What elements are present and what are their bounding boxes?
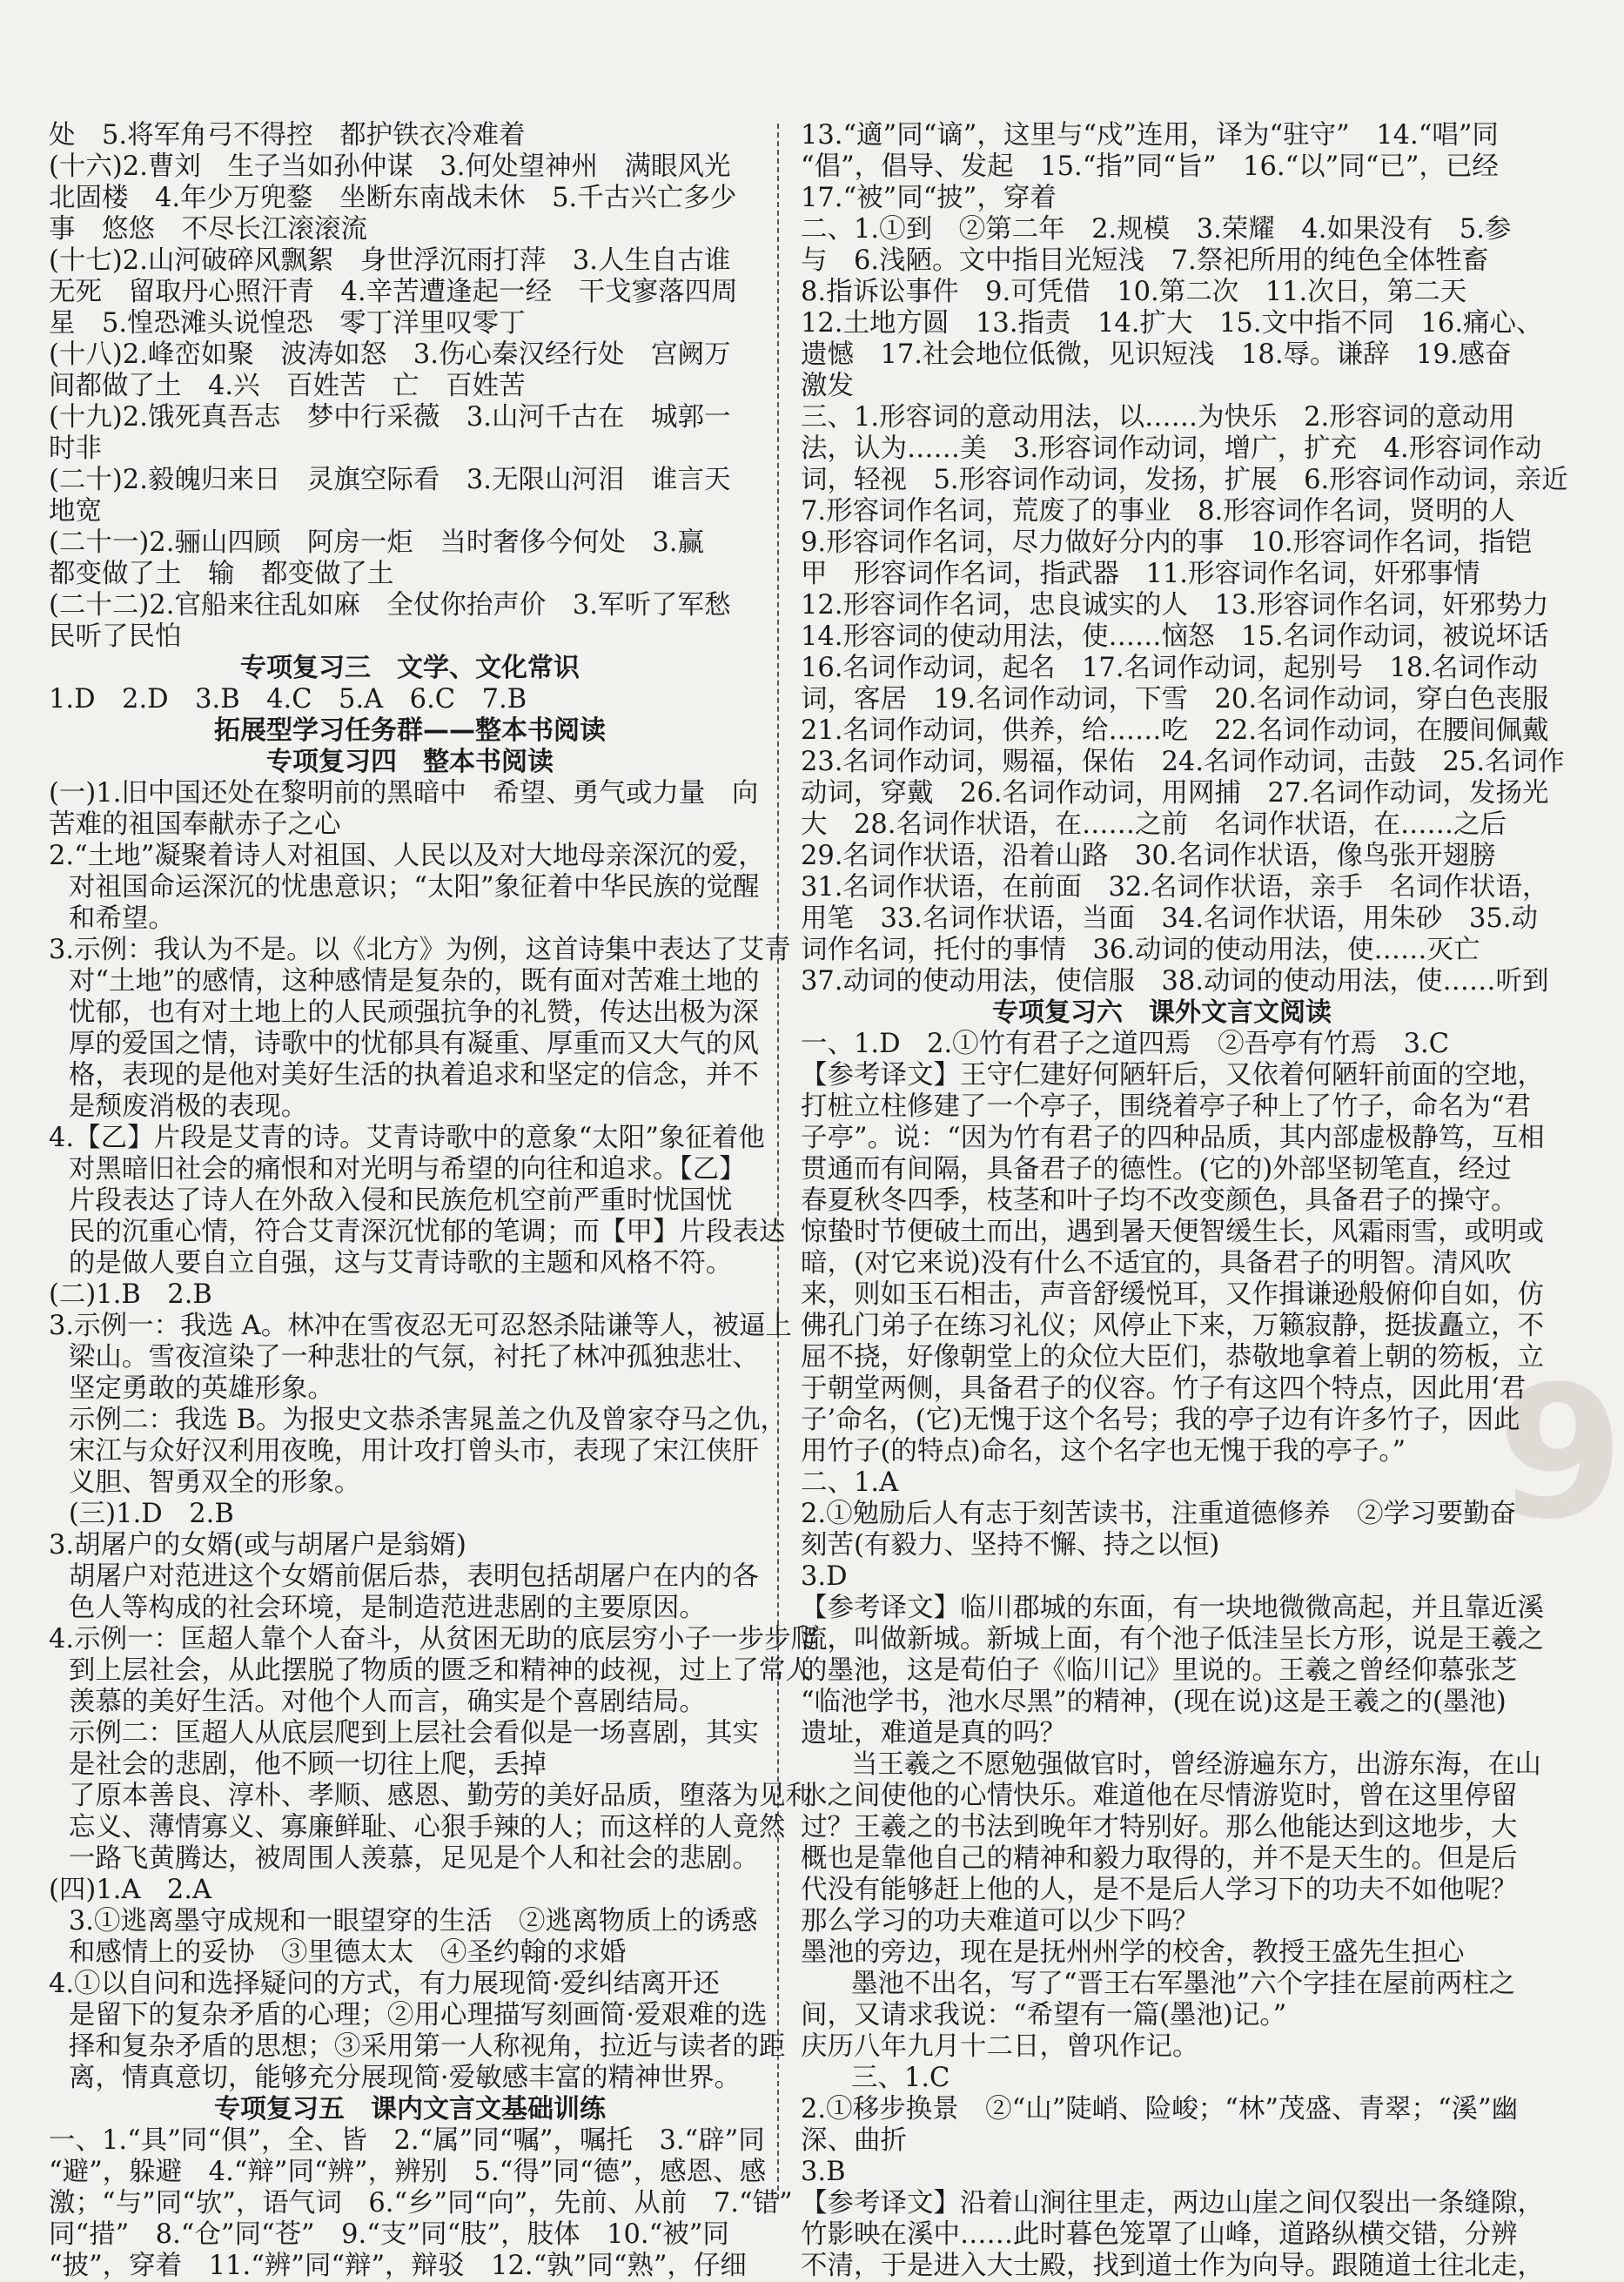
text-line: 三、1.C	[850, 2063, 950, 2093]
text-line: (二)1.B 2.B	[49, 1279, 212, 1310]
text-line: 14.形容词的使动用法，使……恼怒 15.名词作动词，被说坏话	[801, 621, 1549, 652]
text-line: 甲 形容词作名词，指武器 11.形容词作名词，奸邪事情	[801, 559, 1480, 589]
text-line: 激；“与”同“欤”，语气词 6.“乡”同“向”，先前、从前 7.“错”	[49, 2188, 793, 2218]
text-line: 的墨池，这是荀伯子《临川记》里说的。王羲之曾经仰慕张芝	[801, 1655, 1518, 1686]
text-line: 北固楼 4.年少万兜鍪 坐断东南战未休 5.千古兴亡多少	[49, 183, 737, 213]
text-line: (十六)2.曹刘 生子当如孙仲谋 3.何处望神州 满眼风光	[49, 151, 731, 182]
text-line: 苦难的祖国奉献赤子之心	[49, 809, 341, 840]
text-line: 梁山。雪夜渲染了一种悲壮的气氛，衬托了林冲孤独悲壮、	[68, 1342, 759, 1373]
text-line: 词，客居 19.名词作动词，下雪 20.名词作动词，穿白色丧服	[801, 684, 1549, 715]
text-line: 17.“被”同“披”，穿着	[801, 183, 1057, 213]
text-line: 3.示例一：我选 A。林冲在雪夜忍无可忍怒杀陆谦等人，被逼上	[49, 1311, 792, 1341]
text-line: 墨池的旁边，现在是抚州州学的校舍，教授王盛先生担心	[801, 1937, 1465, 1968]
section-heading: 专项复习三 文学、文化常识	[240, 653, 580, 683]
section-heading: 专项复习六 课外文言文阅读	[992, 997, 1332, 1028]
text-line: 厚的爱国之情，诗歌中的忧郁具有凝重、厚重而又大气的风	[68, 1029, 759, 1059]
text-line: 三、1.形容词的意动用法，以……为快乐 2.形容词的意动用	[801, 402, 1515, 433]
text-line: 水之间使他的心情快乐。难道他在尽情游览时，曾在这里停留	[801, 1781, 1518, 1811]
text-line: 21.名词作动词，供养，给……吃 22.名词作动词，在腰间佩戴	[801, 715, 1549, 746]
text-line: 暗，(对它来说)没有什么不适宜的，具备君子的明智。清风吹	[801, 1248, 1512, 1279]
text-line: 离，情真意切，能够充分展现简·爱敏感丰富的精神世界。	[68, 2063, 742, 2093]
text-line: 激发	[801, 371, 854, 401]
text-line: 深、曲折	[801, 2125, 907, 2156]
text-line: 对黑暗旧社会的痛恨和对光明与希望的向往和追求。【乙】	[68, 1154, 746, 1185]
text-line: 了原本善良、淳朴、孝顺、感恩、勤劳的美好品质，堕落为见利	[68, 1781, 812, 1811]
text-line: “披”，穿着 11.“辨”同“辩”，辩驳 12.“孰”同“熟”，仔细	[49, 2251, 747, 2281]
text-line: 忧郁，也有对土地上的人民顽强抗争的礼赞，传达出极为深	[68, 997, 759, 1028]
right-column	[801, 120, 1568, 2282]
text-line: 23.名词作动词，赐福，保佑 24.名词作动词，击鼓 25.名词作	[801, 747, 1565, 777]
text-line: 是社会的悲剧，他不顾一切往上爬，丢掉	[68, 1749, 547, 1780]
text-line: 择和复杂矛盾的思想；③采用第一人称视角，拉近与读者的距	[68, 2031, 786, 2062]
text-line: 12.土地方圆 13.指责 14.扩大 15.文中指不同 16.痛心、	[801, 308, 1543, 339]
text-line: 佛孔门弟子在练习礼仪；风停止下来，万籁寂静，挺拔矗立，不	[801, 1311, 1544, 1341]
text-line: 用竹子(的特点)命名，这个名字也无愧于我的亭子。”	[801, 1436, 1406, 1467]
text-line: 的是做人要自立自强，这与艾青诗歌的主题和风格不符。	[68, 1248, 733, 1279]
text-line: 无死 留取丹心照汗青 4.辛苦遭逢起一经 干戈寥落四周	[49, 277, 738, 307]
text-line: 二、1.A	[801, 1467, 899, 1498]
text-line: 都变做了土 输 都变做了土	[49, 559, 394, 589]
text-line: 坚定勇敢的英雄形象。	[68, 1373, 334, 1404]
text-line: 4.①以自问和选择疑问的方式，有力展现简·爱纠结离开还	[49, 1969, 720, 1999]
text-line: 是颓废消极的表现。	[68, 1091, 308, 1122]
text-line: 4.示例一：匡超人靠个人奋斗，从贫困无助的底层穷小子一步步爬	[49, 1624, 818, 1654]
text-line: 地宽	[49, 496, 102, 527]
text-line: 子’命名，(它)无愧于这个名号；我的亭子边有许多竹子，因此	[801, 1405, 1520, 1435]
text-line: 示例二：我选 B。为报史文恭杀害晁盖之仇及曾家夺马之仇，	[68, 1405, 787, 1435]
text-line: 宋江与众好汉利用夜晚，用计攻打曾头市，表现了宋江侠肝	[68, 1436, 759, 1467]
text-line: 和感情上的妥协 ③里德太太 ④圣约翰的求婚	[68, 1937, 627, 1968]
text-line: 间，又请求我说：“希望有一篇(墨池)记。”	[801, 2000, 1287, 2030]
text-line: 于朝堂两侧，具备君子的仪容。竹子有这四个特点，因此用‘君	[801, 1373, 1527, 1404]
text-line: 词作名词，托付的事情 36.动词的使动用法，使……灭亡	[801, 935, 1480, 965]
text-line: 4.【乙】片段是艾青的诗。艾青诗歌中的意象“太阳”象征着他	[49, 1123, 765, 1153]
text-line: 墨池不出名，写了“晋王右军墨池”六个字挂在屋前两柱之	[850, 1969, 1516, 1999]
text-line: 遗址，难道是真的吗？	[801, 1718, 1066, 1748]
text-line: 1.D 2.D 3.B 4.C 5.A 6.C 7.B	[49, 684, 527, 715]
text-line: 和希望。	[68, 903, 175, 934]
text-line: 贯通而有间隔，具备君子的德性。(它的)外部坚韧笔直，经过	[801, 1154, 1512, 1185]
text-line: 星 5.惶恐滩头说惶恐 零丁洋里叹零丁	[49, 308, 526, 339]
text-line: 词，轻视 5.形容词作动词，发扬，扩展 6.形容词作动词，亲近	[801, 465, 1568, 495]
text-line: 与 6.浅陋。文中指目光短浅 7.祭祀所用的纯色全体牲畜	[801, 245, 1489, 276]
text-line: 动词，穿戴 26.名词作动词，用网捕 27.名词作动词，发扬光	[801, 778, 1549, 809]
column-divider	[777, 124, 779, 2199]
text-line: 处 5.将军角弓不得控 都护铁衣冷难着	[49, 120, 526, 151]
text-line: 遗憾 17.社会地位低微，见识短浅 18.辱。谦辞 19.感奋	[801, 339, 1512, 370]
left-column	[49, 120, 818, 2282]
text-line: 事 悠悠 不尽长江滚滚流	[49, 214, 367, 245]
text-line: “临池学书，池水尽黑”的精神，(现在说)这是王羲之的(墨池)	[801, 1687, 1507, 1717]
text-line: 时非	[49, 433, 102, 464]
text-line: 示例二：匡超人从底层爬到上层社会看似是一场喜剧，其实	[68, 1718, 759, 1748]
text-line: 对祖国命运深沉的忧患意识；“太阳”象征着中华民族的觉醒	[68, 872, 760, 903]
text-line: 子亭”。说：“因为竹有君子的四种品质，其内部虚极静笃，互相	[801, 1123, 1545, 1153]
text-line: 民听了民怕	[49, 621, 182, 652]
text-line: 对“土地”的感情，这种感情是复杂的，既有面对苦难土地的	[68, 966, 760, 997]
text-line: 间都做了土 4.兴 百姓苦 亡 百姓苦	[49, 371, 526, 401]
text-line: (一)1.旧中国还处在黎明前的黑暗中 希望、勇气或力量 向	[49, 778, 759, 809]
text-line: 竹影映在溪中……此时暮色笼罩了山峰，道路纵横交错，分辨	[801, 2219, 1518, 2250]
text-line: “倡”，倡导、发起 15.“指”同“旨” 16.“以”同“已”，已经	[801, 151, 1499, 182]
text-line: 2.①移步换景 ②“山”陡峭、险峻；“林”茂盛、青翠；“溪”幽	[801, 2094, 1519, 2124]
text-line: 同“措” 8.“仓”同“苍” 9.“支”同“肢”，肢体 10.“被”同	[49, 2219, 729, 2250]
text-line: 惊蛰时节便破土而出，遇到暑天便智缓生长，风霜雨雪，或明或	[801, 1217, 1544, 1247]
text-line: 代没有能够赶上他的人，是不是后人学习下的功夫不如他呢？	[801, 1875, 1518, 1905]
text-line: 义胆、智勇双全的形象。	[68, 1467, 361, 1498]
text-line: 法，认为……美 3.形容词作动词，增广，扩充 4.形容词作动	[801, 433, 1542, 464]
section-heading: 专项复习五 课内文言文基础训练	[214, 2094, 606, 2124]
text-line: 8.指诉讼事件 9.可凭借 10.第二次 11.次日，第二天	[801, 277, 1467, 307]
text-line: (二十)2.毅魄归来日 灵旗空际看 3.无限山河泪 谁言天	[49, 465, 731, 495]
text-line: 忘义、薄情寡义、寡廉鲜耻、心狠手辣的人；而这样的人竟然	[68, 1812, 786, 1842]
text-line: 31.名词作状语，在前面 32.名词作状语，亲手 名词作状语，	[801, 872, 1549, 903]
text-line: 打桩立柱修建了一个亭子，围绕着亭子种上了竹子，命名为“君	[801, 1091, 1532, 1122]
text-line: 屈不挠，好像朝堂上的众位大臣们，恭敬地拿着上朝的笏板，立	[801, 1342, 1544, 1373]
text-line: 春夏秋冬四季，枝茎和叶子均不改变颜色，具备君子的操守。	[801, 1185, 1518, 1216]
text-line: 3.示例：我认为不是。以《北方》为例，这首诗集中表达了艾青	[49, 935, 791, 965]
text-line: 【参考译文】王守仁建好何陋轩后，又依着何陋轩前面的空地，	[801, 1060, 1544, 1091]
text-line: 16.名词作动词，起名 17.名词作动词，起别号 18.名词作动	[801, 653, 1539, 683]
text-line: 流，叫做新城。新城上面，有个池子低洼呈长方形，说是王羲之	[801, 1624, 1544, 1654]
text-line: 大 28.名词作状语，在……之前 名词作状语，在……之后	[801, 809, 1507, 840]
text-line: 刻苦(有毅力、坚持不懈、持之以恒)	[801, 1530, 1220, 1560]
text-line: 羡慕的美好生活。对他个人而言，确实是个喜剧结局。	[68, 1687, 706, 1717]
page-number-watermark: 9	[1497, 1346, 1624, 1560]
text-line: 胡屠户对范进这个女婿前倨后恭，表明包括胡屠户在内的各	[68, 1561, 759, 1592]
text-line: 【参考译文】沿着山涧往里走，两边山崖之间仅裂出一条缝隙，	[801, 2188, 1544, 2218]
text-line: 3.D	[801, 1561, 848, 1592]
text-line: (十七)2.山河破碎风飘絮 身世浮沉雨打萍 3.人生自古谁	[49, 245, 731, 276]
section-heading: 专项复习四 整本书阅读	[266, 747, 554, 777]
text-line: (十九)2.饿死真吾志 梦中行采薇 3.山河千古在 城郭一	[49, 402, 731, 433]
text-line: 一、1.“具”同“俱”，全、皆 2.“属”同“嘱”，嘱托 3.“辟”同	[49, 2125, 765, 2156]
text-line: “避”，躲避 4.“辩”同“辨”，辨别 5.“得”同“德”，感恩、感	[49, 2157, 767, 2187]
text-line: 庆历八年九月十二日，曾巩作记。	[801, 2031, 1199, 2062]
text-line: 片段表达了诗人在外敌入侵和民族危机空前严重时忧国忧	[68, 1185, 733, 1216]
text-line: (三)1.D 2.B	[68, 1499, 234, 1529]
text-line: 3.胡屠户的女婿(或与胡屠户是翁婿)	[49, 1530, 466, 1560]
text-line: 2.“土地”凝聚着诗人对祖国、人民以及对大地母亲深沉的爱，	[49, 841, 765, 871]
text-line: 7.形容词作名词，荒废了的事业 8.形容词作名词，贤明的人	[801, 496, 1515, 527]
text-line: 概也是靠他自己的精神和毅力取得的，并不是天生的。但是后	[801, 1843, 1518, 1874]
text-line: 一路飞黄腾达，被周围人羡慕，足见是个人和社会的悲剧。	[68, 1843, 759, 1874]
text-line: 3.①逃离墨守成规和一眼望穿的生活 ②逃离物质上的诱惑	[68, 1906, 758, 1936]
text-line: 民的沉重心情，符合艾青深沉忧郁的笔调；而【甲】片段表达	[68, 1217, 786, 1247]
text-line: 是留下的复杂矛盾的心理；②用心理描写刻画简·爱艰难的选	[68, 2000, 768, 2030]
text-line: 不清，于是进入大士殿，找到道士作为向导。跟随道士往北走，	[801, 2251, 1544, 2281]
text-line: 二、1.①到 ②第二年 2.规模 3.荣耀 4.如果没有 5.参	[801, 214, 1512, 245]
text-line: (十八)2.峰峦如聚 波涛如怒 3.伤心秦汉经行处 宫阙万	[49, 339, 731, 370]
text-line: 2.①勉励后人有志于刻苦读书，注重道德修养 ②学习要勤奋	[801, 1499, 1517, 1529]
text-line: 格，表现的是他对美好生活的执着追求和坚定的信念，并不	[68, 1060, 759, 1091]
text-line: 过？王羲之的书法到晚年才特别好。那么他能达到这地步，大	[801, 1812, 1518, 1842]
text-line: 29.名词作状语，沿着山路 30.名词作状语，像鸟张开翅膀	[801, 841, 1496, 871]
text-line: 用笔 33.名词作状语，当面 34.名词作状语，用朱砂 35.动	[801, 903, 1539, 934]
text-line: 一、1.D 2.①竹有君子之道四焉 ②吾亭有竹焉 3.C	[801, 1029, 1450, 1059]
text-line: 【参考译文】临川郡城的东面，有一块地微微高起，并且靠近溪	[801, 1593, 1544, 1623]
text-line: 来，则如玉石相击，声音舒缓悦耳，又作揖谦逊般俯仰自如，仿	[801, 1279, 1544, 1310]
section-heading: 拓展型学习任务群——整本书阅读	[214, 715, 606, 746]
text-line: (二十一)2.骊山四顾 阿房一炬 当时奢侈今何处 3.赢	[49, 527, 704, 558]
text-line: 37.动词的使动用法，使信服 38.动词的使动用法，使……听到	[801, 966, 1549, 997]
text-line: 13.“適”同“谪”，这里与“戍”连用，译为“驻守” 14.“唱”同	[801, 120, 1499, 151]
text-line: 12.形容词作名词，忠良诚实的人 13.形容词作名词，奸邪势力	[801, 590, 1549, 621]
text-line: (四)1.A 2.A	[49, 1875, 212, 1905]
text-line: 色人等构成的社会环境，是制造范进悲剧的主要原因。	[68, 1593, 706, 1623]
text-line: (二十二)2.官船来往乱如麻 全仗你抬声价 3.军听了军愁	[49, 590, 731, 621]
text-line: 3.B	[801, 2157, 846, 2187]
text-line: 9.形容词作名词，尽力做好分内的事 10.形容词作名词，指铠	[801, 527, 1533, 558]
text-line: 那么学习的功夫难道可以少下吗？	[801, 1906, 1199, 1936]
text-line: 到上层社会，从此摆脱了物质的匮乏和精神的歧视，过上了常人	[68, 1655, 812, 1686]
text-line: 当王羲之不愿勉强做官时，曾经游遍东方，出游东海，在山	[850, 1749, 1541, 1780]
